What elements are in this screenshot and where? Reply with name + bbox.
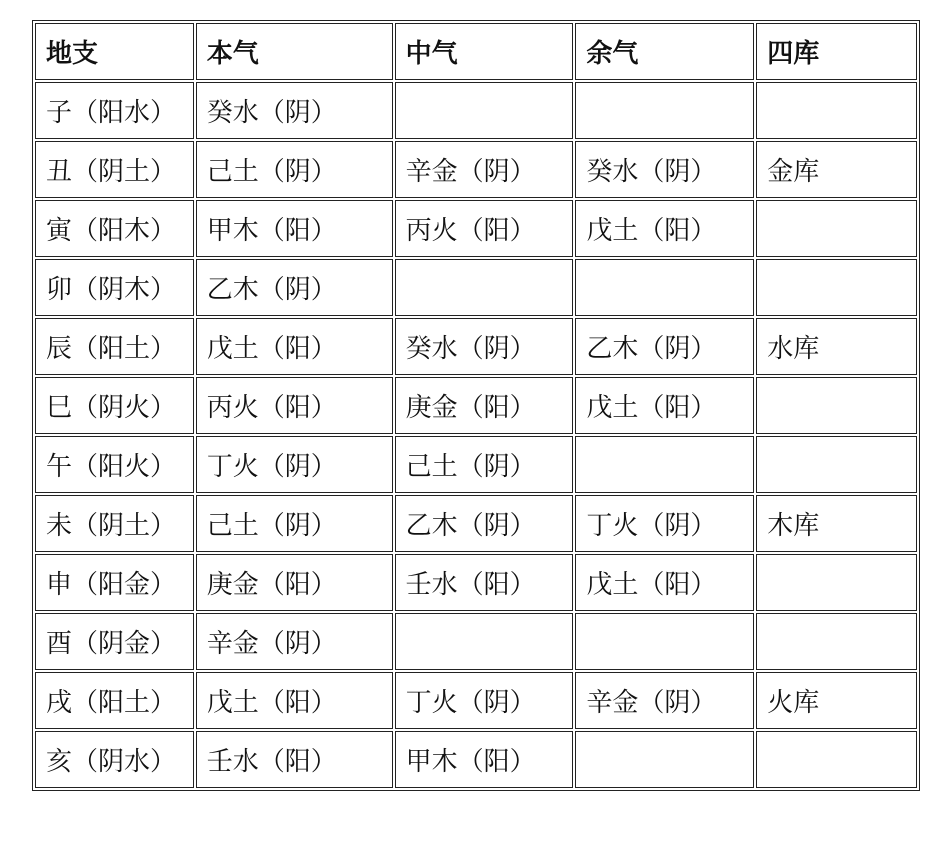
table-row <box>35 554 917 611</box>
middle-qi-cell <box>395 613 574 670</box>
branch-table-container <box>32 20 920 791</box>
residual-qi-cell: 辛金（阴） <box>575 672 754 729</box>
branch-cell: 午（阳火） <box>35 436 194 493</box>
residual-qi-cell: 戊土（阳） <box>575 200 754 257</box>
residual-qi-cell: 戊土（阳） <box>575 554 754 611</box>
middle-qi-cell: 丁火（阴） <box>395 672 574 729</box>
middle-qi-cell: 壬水（阳） <box>395 554 574 611</box>
storage-cell: 水库 <box>756 318 917 375</box>
storage-cell <box>756 436 917 493</box>
residual-qi-cell <box>575 82 754 139</box>
branch-cell: 子（阳水） <box>35 82 194 139</box>
storage-cell <box>756 377 917 434</box>
branch-cell: 戌（阳土） <box>35 672 194 729</box>
middle-qi-cell: 丙火（阳） <box>395 200 574 257</box>
table-row <box>35 141 917 198</box>
residual-qi-cell <box>575 259 754 316</box>
branch-cell: 卯（阴木） <box>35 259 194 316</box>
storage-cell: 金库 <box>756 141 917 198</box>
main-qi-cell: 戊土（阳） <box>196 672 393 729</box>
storage-cell <box>756 554 917 611</box>
branch-cell: 酉（阴金） <box>35 613 194 670</box>
storage-cell: 火库 <box>756 672 917 729</box>
branch-cell: 巳（阴火） <box>35 377 194 434</box>
middle-qi-cell: 己土（阴） <box>395 436 574 493</box>
table-row <box>35 613 917 670</box>
main-qi-cell: 辛金（阴） <box>196 613 393 670</box>
storage-cell <box>756 82 917 139</box>
main-qi-cell: 庚金（阳） <box>196 554 393 611</box>
main-qi-cell: 癸水（阴） <box>196 82 393 139</box>
branch-cell: 辰（阳土） <box>35 318 194 375</box>
table-body <box>35 82 917 788</box>
table-row <box>35 495 917 552</box>
middle-qi-cell: 辛金（阴） <box>395 141 574 198</box>
middle-qi-cell: 庚金（阳） <box>395 377 574 434</box>
middle-qi-cell <box>395 82 574 139</box>
branch-cell: 未（阴土） <box>35 495 194 552</box>
residual-qi-cell <box>575 731 754 788</box>
middle-qi-cell: 甲木（阳） <box>395 731 574 788</box>
branch-cell: 丑（阴土） <box>35 141 194 198</box>
branch-cell: 寅（阳木） <box>35 200 194 257</box>
table-row <box>35 731 917 788</box>
main-qi-cell: 丙火（阳） <box>196 377 393 434</box>
main-qi-cell: 己土（阴） <box>196 141 393 198</box>
table-row <box>35 318 917 375</box>
header-cell-residual-qi: 余气 <box>575 23 754 80</box>
residual-qi-cell <box>575 613 754 670</box>
branch-cell: 亥（阴水） <box>35 731 194 788</box>
storage-cell: 木库 <box>756 495 917 552</box>
branch-cell: 申（阳金） <box>35 554 194 611</box>
header-cell-middle-qi: 中气 <box>395 23 574 80</box>
header-row <box>35 23 917 80</box>
storage-cell <box>756 613 917 670</box>
table-row <box>35 672 917 729</box>
storage-cell <box>756 259 917 316</box>
table-row <box>35 200 917 257</box>
header-cell-branch: 地支 <box>35 23 194 80</box>
storage-cell <box>756 200 917 257</box>
earthly-branches-table <box>32 20 920 791</box>
residual-qi-cell: 癸水（阴） <box>575 141 754 198</box>
middle-qi-cell <box>395 259 574 316</box>
header-cell-storage: 四库 <box>756 23 917 80</box>
residual-qi-cell: 乙木（阴） <box>575 318 754 375</box>
table-row <box>35 82 917 139</box>
residual-qi-cell <box>575 436 754 493</box>
middle-qi-cell: 乙木（阴） <box>395 495 574 552</box>
storage-cell <box>756 731 917 788</box>
main-qi-cell: 乙木（阴） <box>196 259 393 316</box>
table-row <box>35 436 917 493</box>
residual-qi-cell: 戊土（阳） <box>575 377 754 434</box>
main-qi-cell: 壬水（阳） <box>196 731 393 788</box>
table-row <box>35 259 917 316</box>
main-qi-cell: 己土（阴） <box>196 495 393 552</box>
table-row <box>35 377 917 434</box>
main-qi-cell: 戊土（阳） <box>196 318 393 375</box>
header-cell-main-qi: 本气 <box>196 23 393 80</box>
main-qi-cell: 甲木（阳） <box>196 200 393 257</box>
residual-qi-cell: 丁火（阴） <box>575 495 754 552</box>
main-qi-cell: 丁火（阴） <box>196 436 393 493</box>
middle-qi-cell: 癸水（阴） <box>395 318 574 375</box>
